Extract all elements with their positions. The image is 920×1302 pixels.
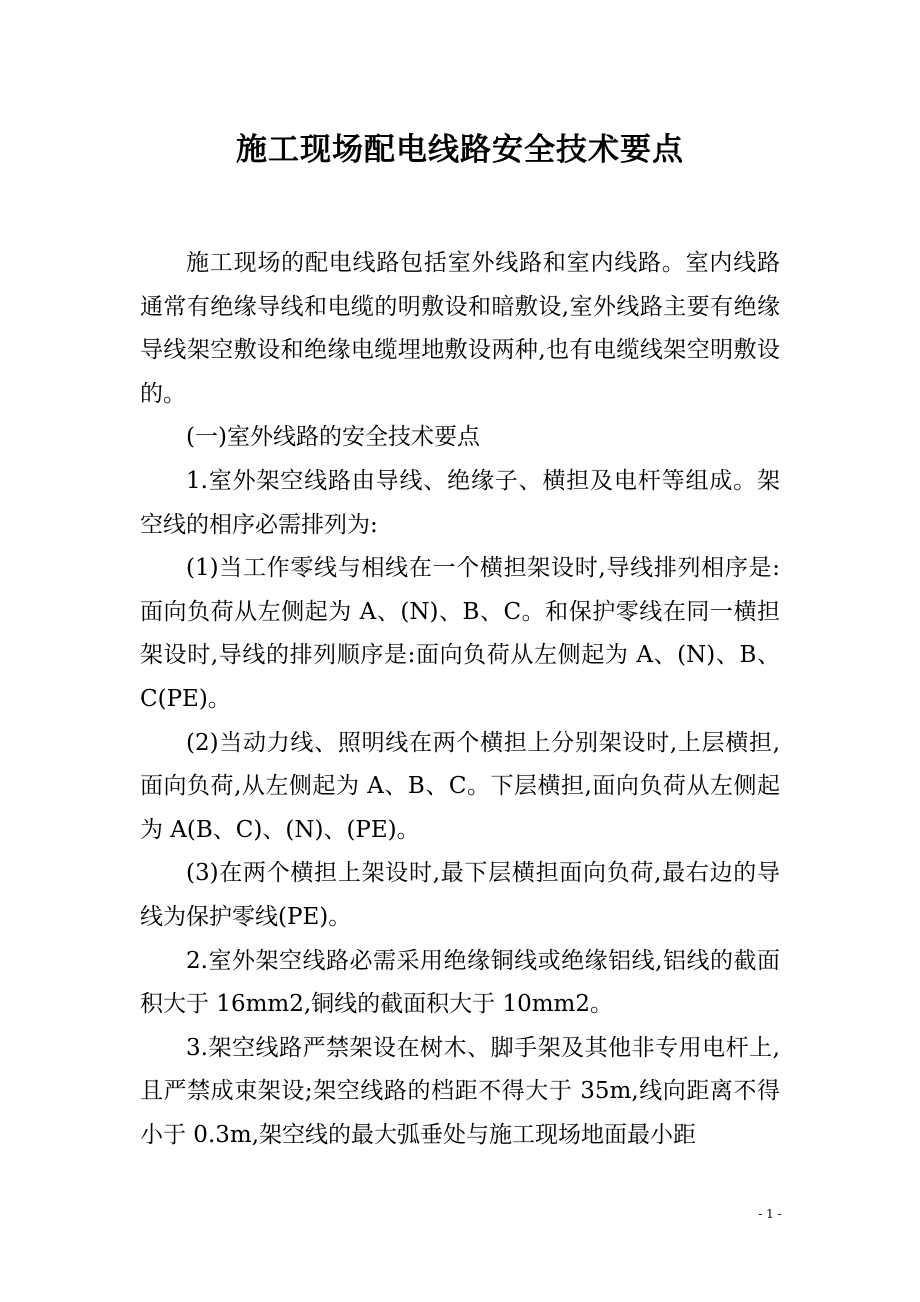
paragraph-item-2: 2.室外架空线路必需采用绝缘铜线或绝缘铝线,铝线的截面积大于 16mm2,铜线的截面积大于 10mm2。 — [140, 947, 780, 1018]
section-heading-outdoor: (一)室外线路的安全技术要点 — [186, 424, 480, 451]
paragraph-item-3: 3.架空线路严禁架设在树木、脚手架及其他非专用电杆上,且严禁成束架设;架空线路的档距不得大于 35m,线向距离不得小于 0.3m,架空线的最大弧垂处与施工现场地面最小距 — [140, 1034, 780, 1148]
paragraph-subitem-2: (2)当动力线、照明线在两个横担上分别架设时,上层横担,面向负荷,从左侧起为 A、B、C。下层横担,面向负荷从左侧起为 A(B、C)、(N)、(PE)。 — [140, 729, 780, 843]
page-number: - 1 - — [758, 1207, 782, 1221]
paragraph-item-1: 1.室外架空线路由导线、绝缘子、横担及电杆等组成。架空线的相序必需排列为: — [140, 467, 780, 538]
paragraph-subitem-3: (3)在两个横担上架设时,最下层横担面向负荷,最右边的导线为保护零线(PE)。 — [140, 860, 780, 930]
paragraph-subitem-1: (1)当工作零线与相线在一个横担架设时,导线排列相序是:面向负荷从左侧起为 A、(N)、B、C。和保护零线在同一横担架设时,导线的排列顺序是:面向负荷从左侧起为 A、(N)、B、C(PE)。 — [140, 555, 780, 712]
document-title: 施工现场配电线路安全技术要点 — [236, 132, 684, 168]
document-body — [140, 242, 780, 1157]
paragraph-intro: 施工现场的配电线路包括室外线路和室内线路。室内线路通常有绝缘导线和电缆的明敷设和暗敷设,室外线路主要有绝缘导线架空敷设和绝缘电缆埋地敷设两种,也有电缆线架空明敷设的。 — [140, 250, 780, 407]
